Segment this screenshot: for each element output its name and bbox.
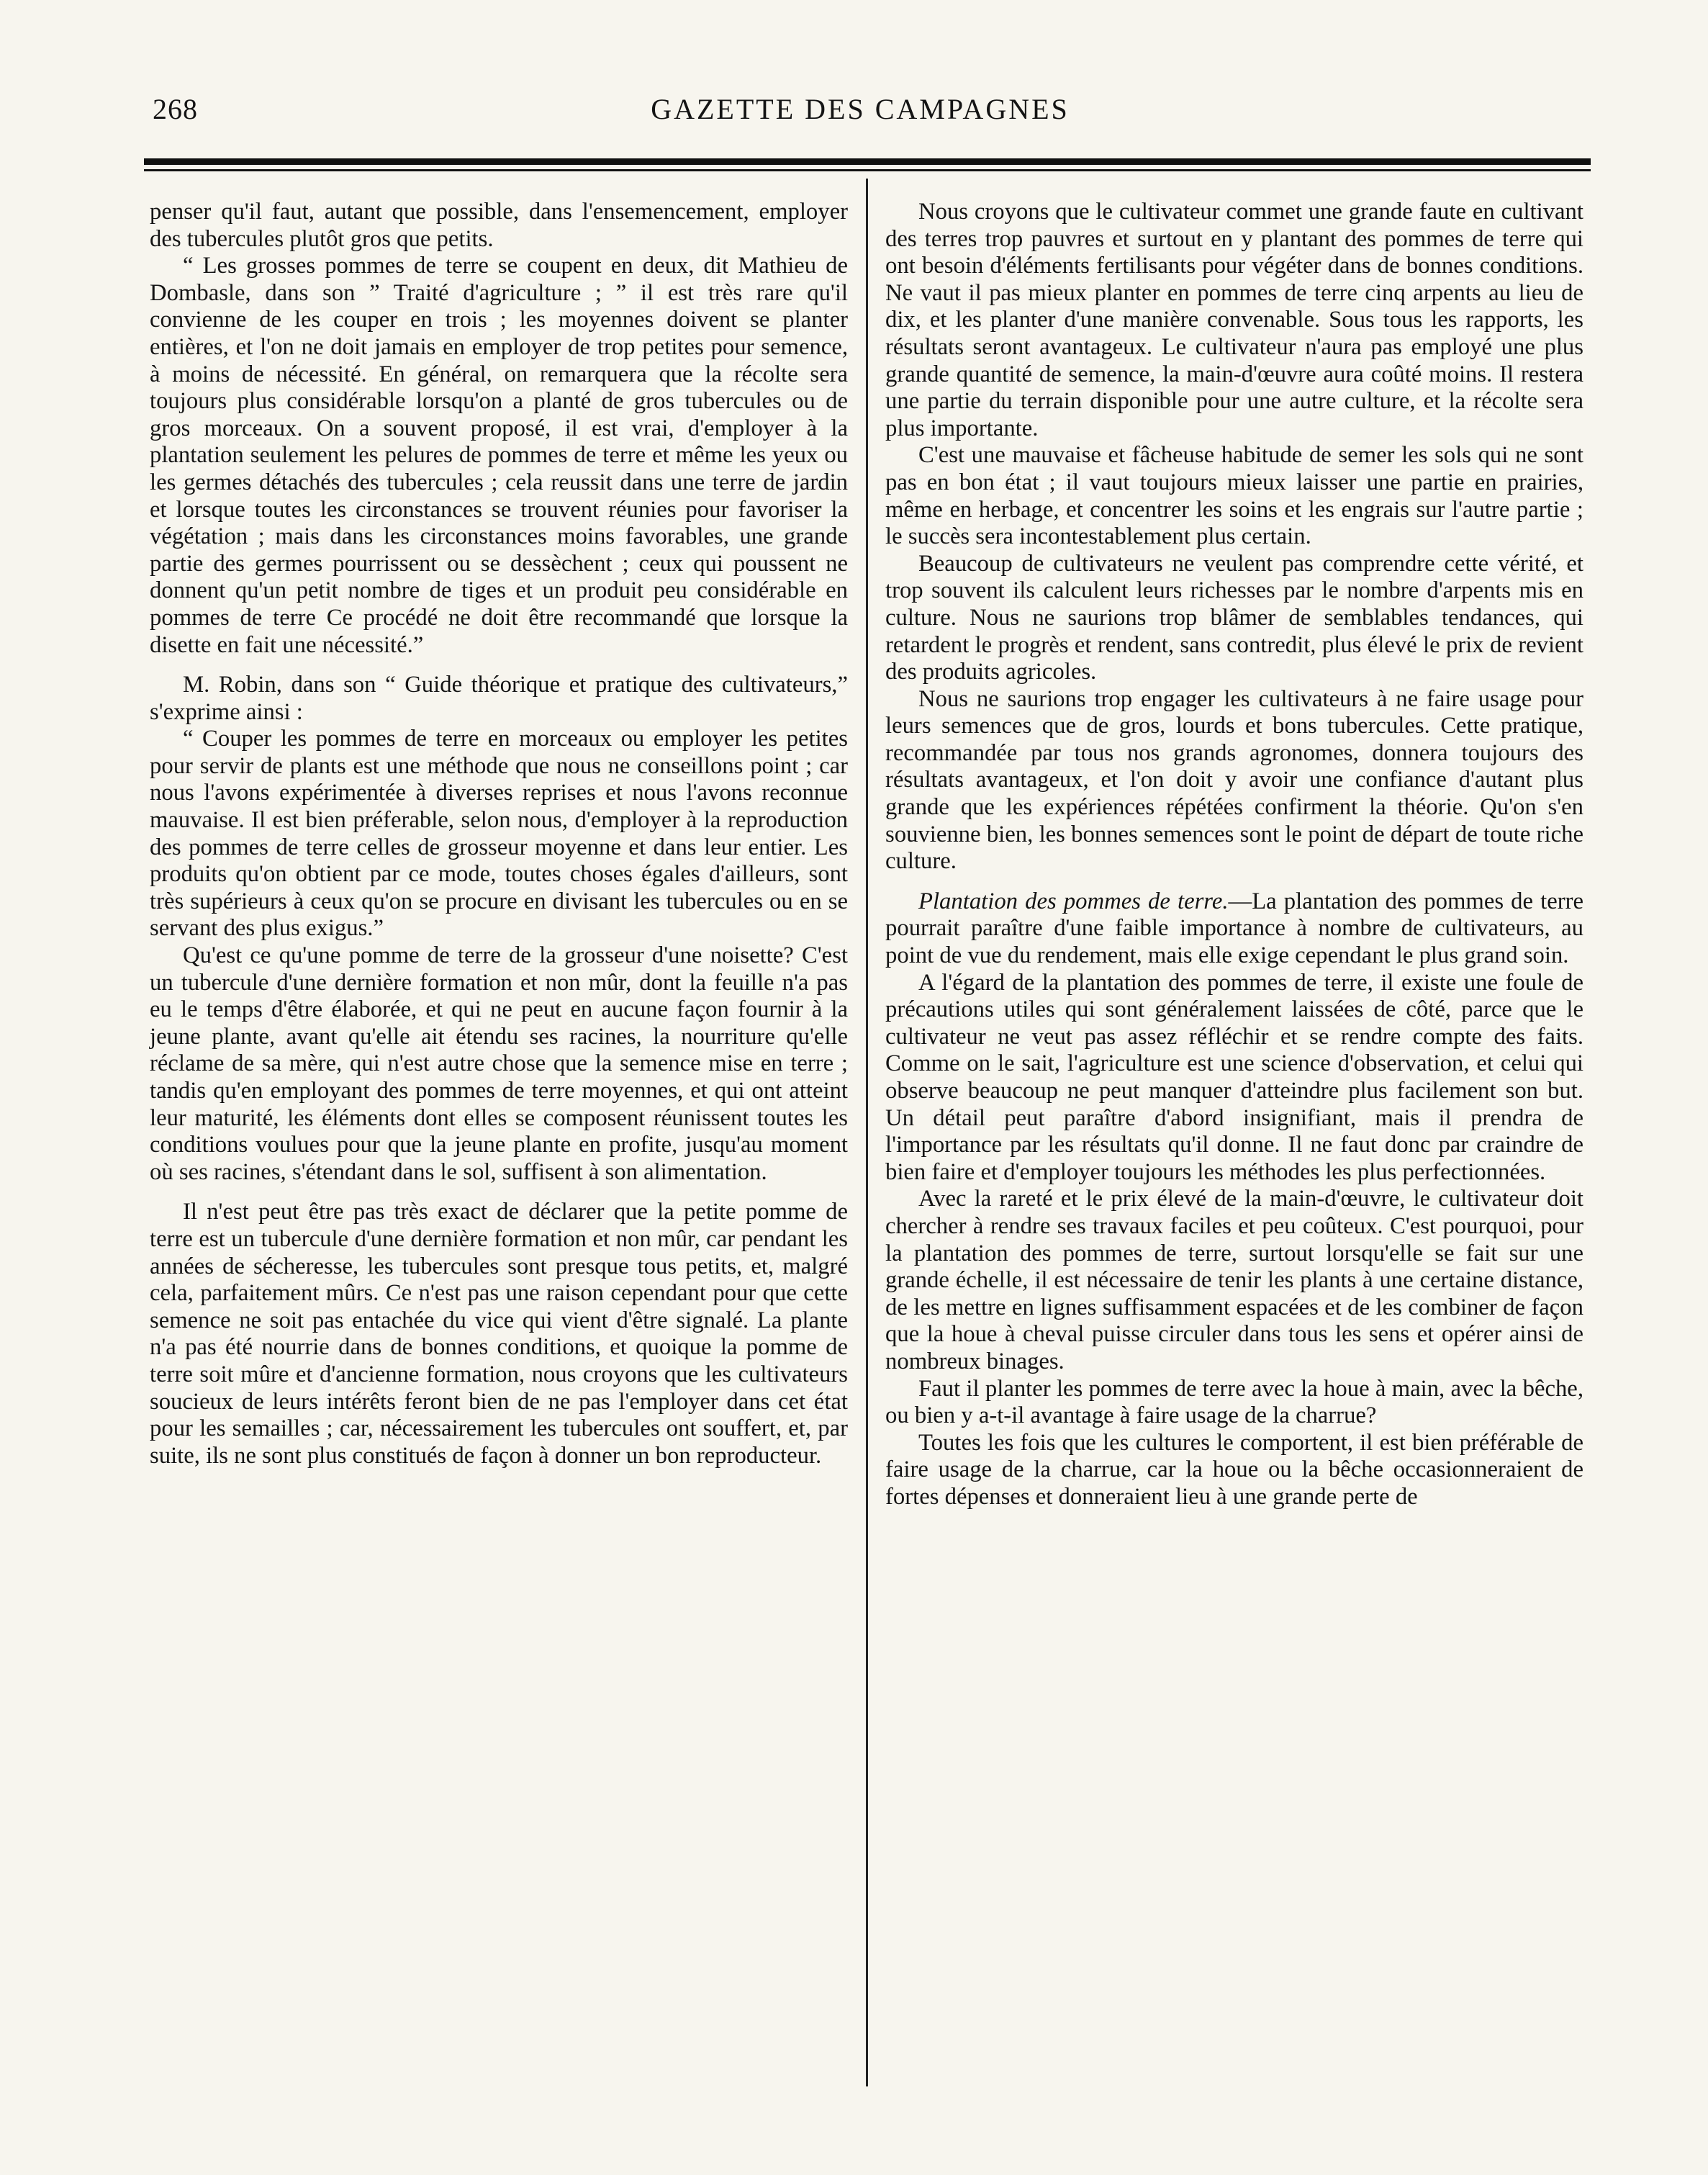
section-text: —La plantation des pommes de terre pourrait paraître d'une faible importance à nombre de cultivateurs, au point de vue du rendement, mais elle exige cependant le plus grand soin. [885,888,1583,969]
paragraph: Avec la rareté et le prix élevé de la main-d'œuvre, le cultivateur doit chercher à rendre ses travaux faciles et peu coûteux. C'est pourquoi, pour la plantation des pommes de terre, surtout lorsqu'elle se fait sur une grande échelle, il est nécessaire de tenir les plants à une certaine distance, de les mettre en lignes suffisamment espacées et de les combiner de façon que la houe à cheval puisse circuler dans tous les sens et opérer ainsi de nombreux binages. [885,1186,1583,1374]
left-column [150,199,848,1469]
page-header [144,92,1576,135]
paragraph: Beaucoup de cultivateurs ne veulent pas comprendre cette vérité, et trop souvent ils calculent leurs richesses par le nombre d'arpents mis en culture. Nous ne saurions trop blâmer de semblables tendances, qui retardent le progrès et rendent, sans contredit, plus élevé le prix de revient des produits agricoles. [885,550,1583,685]
paragraph: M. Robin, dans son “ Guide théorique et pratique des cultivateurs,” s'exprime ainsi : [150,672,848,725]
paragraph: A l'égard de la plantation des pommes de terre, il existe une foule de précautions utiles qui sont généralement laissées de côté, parce que le cultivateur ne veut pas assez réfléchir et se rendre compte des faits. Comme on le sait, l'agriculture est une science d'observation, et celui qui observe beaucoup ne peut manquer d'atteindre plus facilement son but. Un détail peut paraître d'abord insignifiant, mais il prendra de l'importance par les résultats qu'il donne. Il ne faut donc par craindre de bien faire et d'employer toujours les méthodes les plus perfectionnées. [885,969,1583,1185]
header-rule-thick [144,158,1591,165]
paragraph: “ Les grosses pommes de terre se coupent en deux, dit Mathieu de Dombasle, dans son ” Traité d'agriculture ; ” il est très rare qu'il convienne de les couper en trois ; les moyennes doivent se planter entières, et l'on ne doit jamais en employer de trop petites pour semence, à moins de nécessité. En général, on remarquera que la récolte sera toujours plus considérable lorsqu'on a planté de gros tubercules ou de gros morceaux. On a souvent proposé, il est vrai, d'employer à la plantation seulement les pelures de pommes de terre et même les yeux ou les germes détachés des tubercules ; cela reussit dans une terre de jardin et lorsque toutes les circonstances se trouvent réunies pour favoriser la végétation ; mais dans les circonstances moins favorables, une grande partie des germes pourrissent ou se dessèchent ; ceux qui poussent ne donnent qu'un petit nombre de tiges et un produit peu considérable en pommes de terre Ce procédé ne doit être recommandé que lorsque la disette en fait une nécessité.” [150,253,848,658]
paragraph: Il n'est peut être pas très exact de déclarer que la petite pomme de terre est un tubercule d'une dernière formation et non mûr, car pendant les années de sécheresse, les tubercules sont presque tous petits, et, malgré cela, parfaitement mûrs. Ce n'est pas une raison cependant pour que cette semence ne soit pas entachée du vice qui vient d'être signalé. La plante n'a pas été nourrie dans de bonnes conditions, et quoique la pomme de terre soit mûre et d'ancienne formation, nous croyons que les cultivateurs soucieux de leurs intérêts feront bien de ne pas l'employer dans cet état pour les semailles ; car, nécessairement les tubercules ont souffert, et, par suite, ils ne sont plus constitués de façon à donner un bon reproducteur. [150,1199,848,1469]
paragraph: Nous ne saurions trop engager les cultivateurs à ne faire usage pour leurs semences que de gros, lourds et bons tubercules. Cette pratique, recommandée par tous nos grands agronomes, donnera toujours des résultats avantageux, et l'on doit y avoir une confiance d'autant plus grande que les expériences répétées confirment la théorie. Qu'on s'en souvienne bien, les bonnes semences sont le point de départ de toute riche culture. [885,685,1583,875]
paragraph: “ Couper les pommes de terre en morceaux ou employer les petites pour servir de plants est une méthode que nous ne conseillons point ; car nous l'avons expérimentée à diverses reprises et nous l'avons reconnue mauvaise. Il est bien préferable, selon nous, d'employer à la reproduction des pommes de terre celles de grosseur moyenne et dans leur entier. Les produits qu'on obtient par ce mode, toutes choses égales d'ailleurs, sont très supérieurs à ceux qu'on se procure en divisant les tubercules ou en se servant des plus exigus.” [150,726,848,942]
paragraph: Qu'est ce qu'une pomme de terre de la grosseur d'une noisette? C'est un tubercule d'une dernière formation et non mûr, dont la feuille n'a pas eu le temps d'être élaborée, et qui ne peut en aucune façon fournir à la jeune plante, avant qu'elle ait étendu ses racines, la nourriture qu'elle réclame de sa mère, qui n'est autre chose que la semence mise en terre ; tandis qu'en employant des pommes de terre moyennes, et qui ont atteint leur maturité, les éléments dont elles se composent réunissent toutes les conditions voulues pour que la jeune plante en profite, jusqu'au moment où ses racines, s'étendant dans le sol, suffisent à son alimentation. [150,942,848,1185]
header-rule-thin [144,169,1591,171]
paragraph: Nous croyons que le cultivateur commet une grande faute en cultivant des terres trop pauvres et surtout en y plantant des pommes de terre qui ont besoin d'éléments fertilisants pour végéter dans de bonnes conditions. Ne vaut il pas mieux planter en pommes de terre cinq arpents au lieu de dix, et les planter d'une manière convenable. Sous tous les rapports, les résultats seront avantageux. Le cultivateur n'aura pas employé une plus grande quantité de semence, la main-d'œuvre aura coûté moins. Il restera une partie du terrain disponible pour une autre culture, et la récolte sera plus importante. [885,199,1583,441]
running-title: GAZETTE DES CAMPAGNES [651,93,1070,125]
page-number: 268 [153,93,198,125]
right-column [885,199,1583,1511]
paragraph: C'est une mauvaise et fâcheuse habitude de semer les sols qui ne sont pas en bon état ; il vaut toujours mieux laisser une partie en prairies, même en herbage, et concentrer les soins et les engrais sur l'autre partie ; le succès sera incontestablement plus certain. [885,442,1583,550]
section-heading: Plantation des pommes de terre. [918,888,1229,914]
column-divider [866,179,868,2086]
paragraph: Toutes les fois que les cultures le comportent, il est bien préférable de faire usage de la charrue, car la houe ou la bêche occasionneraient de fortes dépenses et donneraient lieu à une grande perte de [885,1429,1583,1510]
paragraph: penser qu'il faut, autant que possible, dans l'ensemencement, employer des tubercules plutôt gros que petits. [150,199,848,252]
section-paragraph [885,888,1583,970]
paragraph: Faut il planter les pommes de terre avec la houe à main, avec la bêche, ou bien y a-t-il avantage à faire usage de la charrue? [885,1375,1583,1429]
